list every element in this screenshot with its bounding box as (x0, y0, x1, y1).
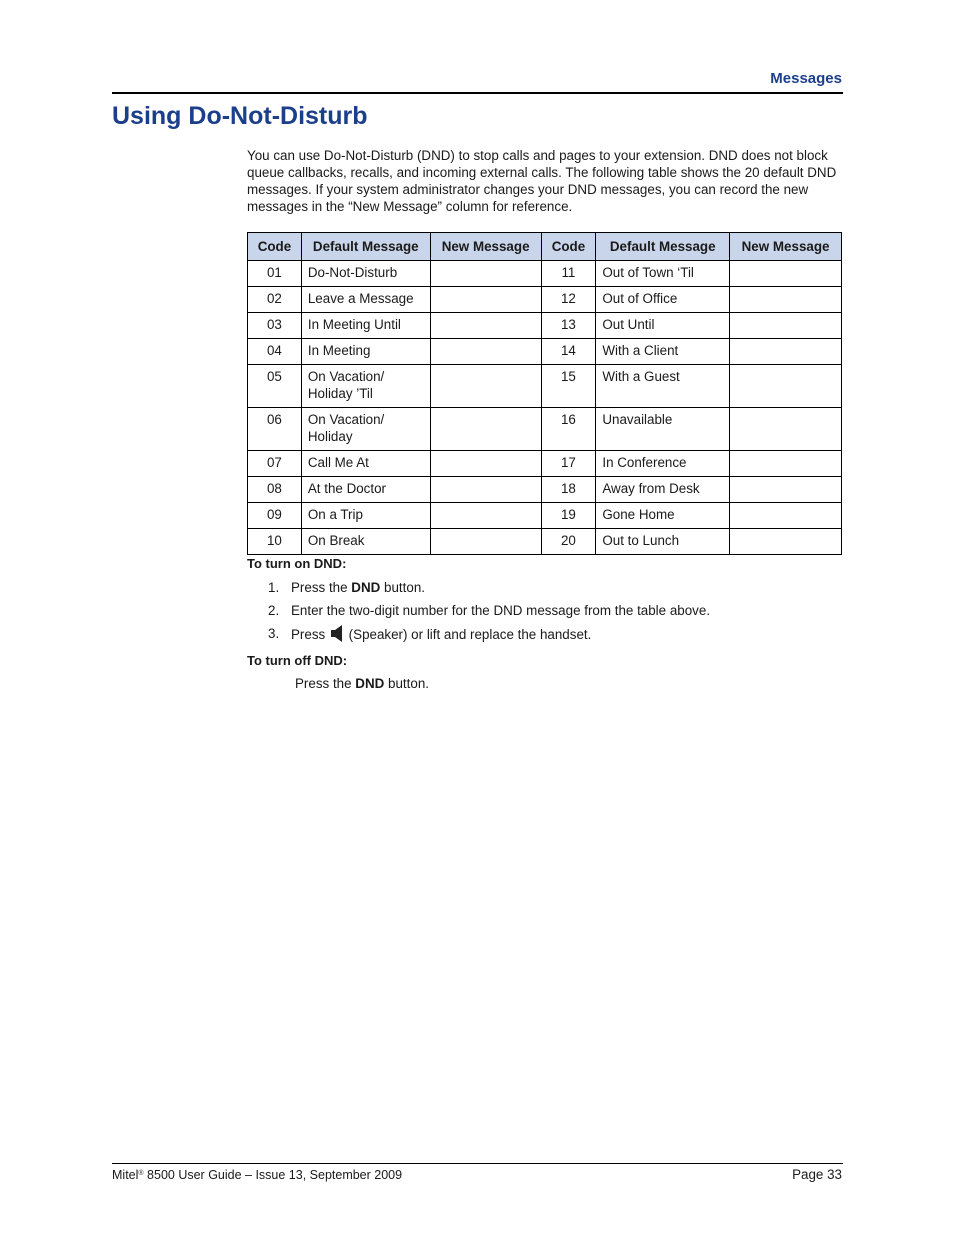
cell-code: 03 (248, 313, 302, 339)
cell-default-message: On Vacation/ Holiday ’Til (301, 365, 430, 408)
cell-new-message (430, 529, 541, 555)
cell-default-message: With a Guest (596, 365, 730, 408)
column-header-default-message: Default Message (301, 233, 430, 261)
cell-default-message: With a Client (596, 339, 730, 365)
cell-code: 18 (541, 477, 596, 503)
cell-new-message (730, 287, 842, 313)
cell-code: 13 (541, 313, 596, 339)
cell-default-message: Call Me At (301, 451, 430, 477)
cell-code: 17 (541, 451, 596, 477)
step-text: button. (380, 580, 425, 595)
turn-off-step (295, 676, 429, 691)
cell-default-message: On Vacation/ Holiday (301, 408, 430, 451)
step-text: Press the (295, 676, 356, 691)
column-header-default-message: Default Message (596, 233, 730, 261)
cell-code: 20 (541, 529, 596, 555)
cell-default-message: Gone Home (596, 503, 730, 529)
cell-default-message: Unavailable (596, 408, 730, 451)
step-number: 2. (268, 603, 280, 618)
step-text: button. (384, 676, 429, 691)
cell-default-message: At the Doctor (301, 477, 430, 503)
cell-code: 08 (248, 477, 302, 503)
cell-code: 12 (541, 287, 596, 313)
cell-default-message: Do-Not-Disturb (301, 261, 430, 287)
step-text: (Speaker) or lift and replace the handset. (344, 627, 592, 642)
cell-code: 10 (248, 529, 302, 555)
registered-mark: ® (138, 1170, 144, 1177)
cell-default-message: In Meeting Until (301, 313, 430, 339)
cell-code: 01 (248, 261, 302, 287)
cell-new-message (730, 339, 842, 365)
dnd-messages-table (247, 232, 842, 555)
cell-default-message: In Meeting (301, 339, 430, 365)
cell-code: 07 (248, 451, 302, 477)
footer-guide-title: 8500 User Guide – Issue 13, September 2009 (143, 1168, 403, 1182)
cell-new-message (730, 408, 842, 451)
footer-guide-info (112, 1168, 402, 1182)
step-number: 1. (268, 580, 280, 595)
table-row (248, 503, 842, 529)
cell-code: 09 (248, 503, 302, 529)
header-section-title: Messages (770, 70, 842, 87)
column-header-new-message: New Message (730, 233, 842, 261)
page-number: Page 33 (792, 1167, 842, 1182)
turn-off-label: To turn off DND: (247, 653, 348, 668)
header-divider (112, 92, 843, 94)
cell-code: 16 (541, 408, 596, 451)
cell-new-message (730, 529, 842, 555)
cell-new-message (730, 503, 842, 529)
cell-code: 14 (541, 339, 596, 365)
table-row (248, 287, 842, 313)
cell-default-message: Away from Desk (596, 477, 730, 503)
footer-divider (112, 1163, 843, 1164)
step-number: 3. (268, 626, 280, 641)
table-header-row (248, 233, 842, 261)
list-item (247, 579, 710, 602)
cell-new-message (430, 261, 541, 287)
cell-default-message: In Conference (596, 451, 730, 477)
speaker-icon (331, 625, 343, 646)
cell-code: 06 (248, 408, 302, 451)
cell-new-message (430, 313, 541, 339)
step-text: Press the (291, 580, 352, 595)
cell-default-message: Leave a Message (301, 287, 430, 313)
cell-code: 05 (248, 365, 302, 408)
cell-default-message: On Break (301, 529, 430, 555)
cell-default-message: On a Trip (301, 503, 430, 529)
step-text: Enter the two-digit number for the DND message from the table above. (291, 603, 711, 618)
cell-default-message: Out of Town ‘Til (596, 261, 730, 287)
table-row (248, 339, 842, 365)
table-row (248, 365, 842, 408)
table-row (248, 451, 842, 477)
cell-new-message (430, 451, 541, 477)
cell-code: 02 (248, 287, 302, 313)
cell-new-message (730, 477, 842, 503)
cell-new-message (730, 451, 842, 477)
cell-default-message: Out of Office (596, 287, 730, 313)
cell-new-message (430, 287, 541, 313)
cell-new-message (430, 477, 541, 503)
cell-new-message (730, 261, 842, 287)
cell-default-message: Out Until (596, 313, 730, 339)
cell-code: 15 (541, 365, 596, 408)
column-header-new-message: New Message (430, 233, 541, 261)
dnd-button-name: DND (351, 580, 381, 595)
intro-paragraph: You can use Do-Not-Disturb (DND) to stop calls and pages to your extension. DND does not block queue callbacks, recalls, and incoming external calls. The following table shows the 20 default DND messages. If your system administrator changes your DND messages, you can record the new messages in the “New Message” column for reference. (247, 148, 837, 214)
table-row (248, 529, 842, 555)
cell-new-message (730, 313, 842, 339)
table-row (248, 408, 842, 451)
cell-new-message (430, 408, 541, 451)
list-item (247, 602, 710, 625)
cell-code: 04 (248, 339, 302, 365)
step-text: Press (291, 627, 329, 642)
page-title: Using Do-Not-Disturb (112, 102, 368, 130)
column-header-code: Code (248, 233, 302, 261)
column-header-code: Code (541, 233, 596, 261)
cell-new-message (430, 365, 541, 408)
cell-code: 11 (541, 261, 596, 287)
cell-code: 19 (541, 503, 596, 529)
table-row (248, 261, 842, 287)
list-item (247, 625, 710, 648)
table-row (248, 477, 842, 503)
footer-brand: Mitel (112, 1168, 139, 1182)
cell-new-message (730, 365, 842, 408)
cell-new-message (430, 503, 541, 529)
turn-on-label: To turn on DND: (247, 556, 347, 571)
dnd-button-name: DND (355, 676, 385, 691)
cell-default-message: Out to Lunch (596, 529, 730, 555)
cell-new-message (430, 339, 541, 365)
table-row (248, 313, 842, 339)
turn-on-steps (247, 579, 710, 648)
